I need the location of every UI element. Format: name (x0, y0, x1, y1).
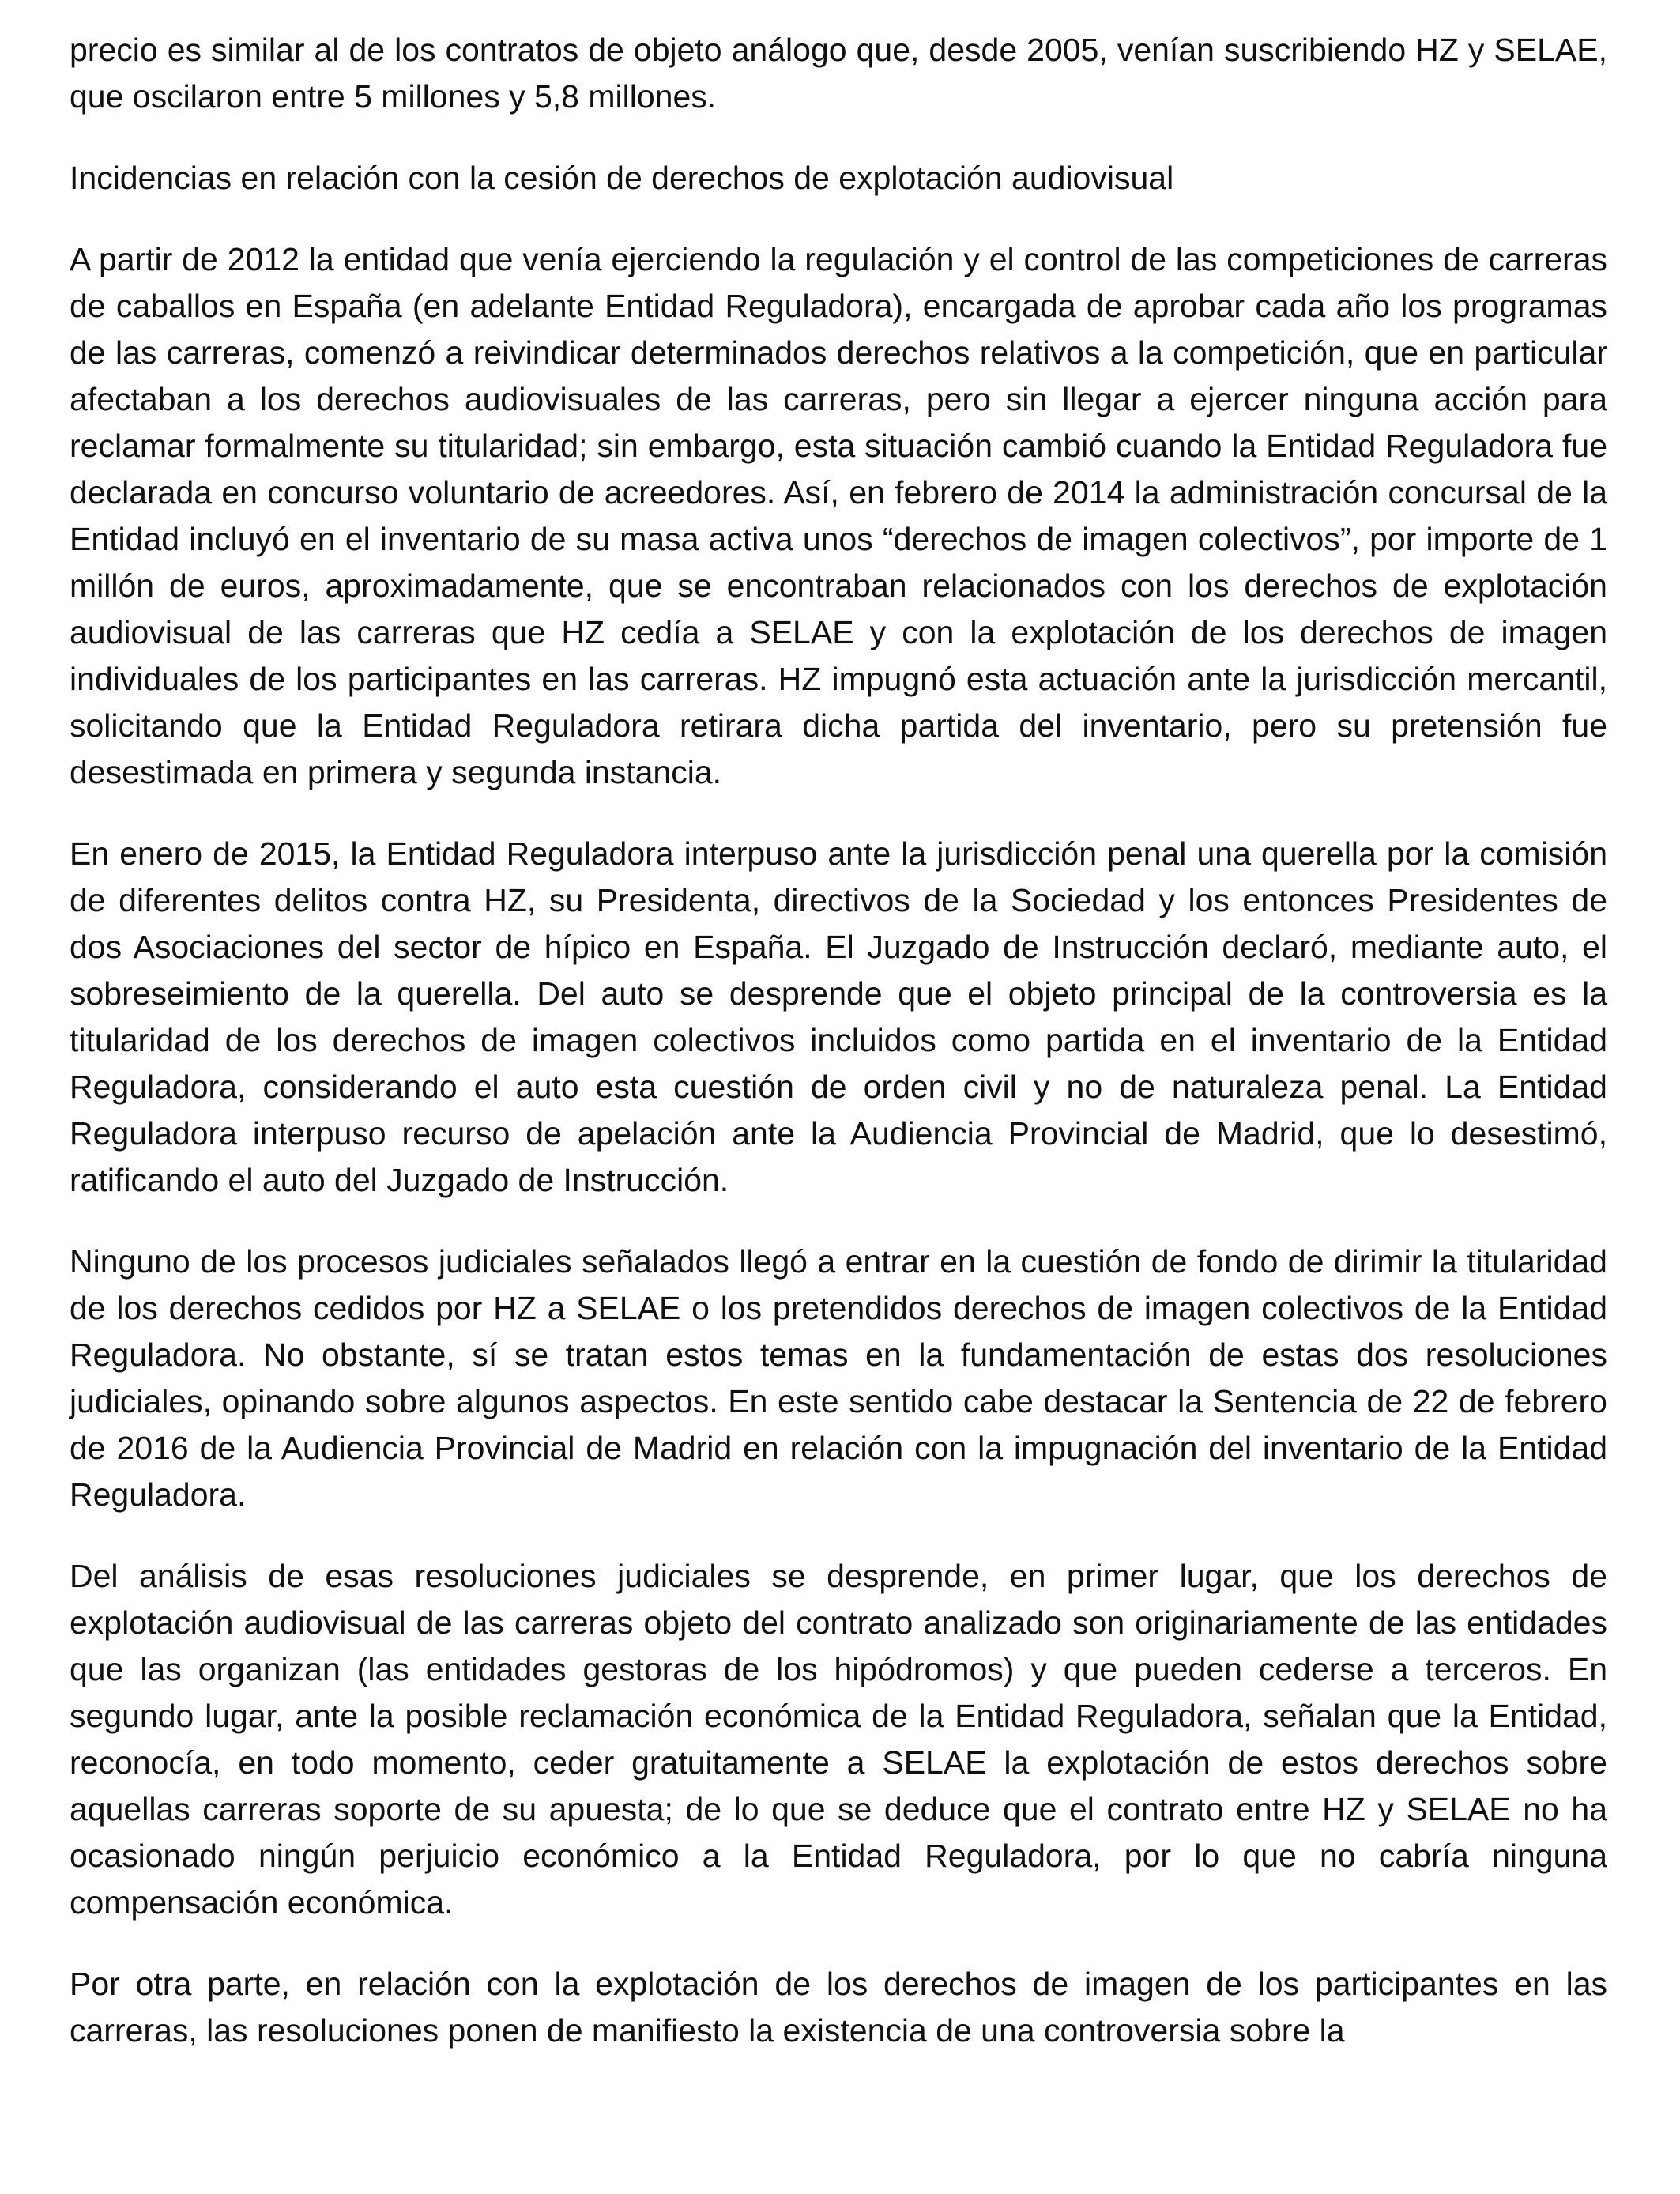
paragraph-judicial-processes: Ninguno de los procesos judiciales señalados llegó a entrar en la cuestión de fondo de dirimir la titularidad de los derechos cedidos por HZ a SELAE o los pretendidos derechos de imagen colectivos de la Entidad Reguladora. No obstante, sí se tratan estos temas en la fundamentación de estas dos resoluciones judiciales, opinando sobre algunos aspectos. En este sentido cabe destacar la Sentencia de 22 de febrero de 2016 de la Audiencia Provincial de Madrid en relación con la impugnación del inventario de la Entidad Reguladora. (70, 1243, 1607, 1513)
paragraph-image-rights: Por otra parte, en relación con la explotación de los derechos de imagen de los participantes en las carreras, las resoluciones ponen de manifiesto la existencia de una controversia sobre la (70, 1966, 1607, 2049)
section-heading: Incidencias en relación con la cesión de derechos de explotación audiovisual (70, 160, 1174, 196)
paragraph-criminal-complaint: En enero de 2015, la Entidad Reguladora interpuso ante la jurisdicción penal una querella por la comisión de diferentes delitos contra HZ, su Presidenta, directivos de la Sociedad y los entonces Presidentes de dos Asociaciones del sector de hípico en España. El Juzgado de Instrucción declaró, mediante auto, el sobreseimiento de la querella. Del auto se desprende que el objeto principal de la controversia es la titularidad de los derechos de imagen colectivos incluidos como partida en el inventario de la Entidad Reguladora, considerando el auto esta cuestión de orden civil y no de naturaleza penal. La Entidad Reguladora interpuso recurso de apelación ante la Audiencia Provincial de Madrid, que lo desestimó, ratificando el auto del Juzgado de Instrucción. (70, 835, 1607, 1198)
paragraph-analysis-resolutions: Del análisis de esas resoluciones judiciales se desprende, en primer lugar, que los derechos de explotación audiovisual de las carreras objeto del contrato analizado son originariamente de las entidades que las organizan (las entidades gestoras de los hipódromos) y que pueden cederse a terceros. En segundo lugar, ante la posible reclamación económica de la Entidad Reguladora, señalan que la Entidad, reconocía, en todo momento, ceder gratuitamente a SELAE la explotación de estos derechos sobre aquellas carreras soporte de su apuesta; de lo que se deduce que el contrato entre HZ y SELAE no ha ocasionado ningún perjuicio económico a la Entidad Reguladora, por lo que no cabría ninguna compensación económica. (70, 1558, 1607, 1921)
opening-paragraph: precio es similar al de los contratos de objeto análogo que, desde 2005, venían suscribiendo HZ y SELAE, que oscilaron entre 5 millones y 5,8 millones. (70, 32, 1607, 115)
document-page (70, 27, 1607, 2054)
paragraph-regulatory-claims: A partir de 2012 la entidad que venía ejerciendo la regulación y el control de las competiciones de carreras de caballos en España (en adelante Entidad Reguladora), encargada de aprobar cada año los programas de las carreras, comenzó a reivindicar determinados derechos relativos a la competición, que en particular afectaban a los derechos audiovisuales de las carreras, pero sin llegar a ejercer ninguna acción para reclamar formalmente su titularidad; sin embargo, esta situación cambió cuando la Entidad Reguladora fue declarada en concurso voluntario de acreedores. Así, en febrero de 2014 la administración concursal de la Entidad incluyó en el inventario de su masa activa unos “derechos de imagen colectivos”, por importe de 1 millón de euros, aproximadamente, que se encontraban relacionados con los derechos de explotación audiovisual de las carreras que HZ cedía a SELAE y con la explotación de los derechos de imagen individuales de los participantes en las carreras. HZ impugnó esta actuación ante la jurisdicción mercantil, solicitando que la Entidad Reguladora retirara dicha partida del inventario, pero su pretensión fue desestimada en primera y segunda instancia. (70, 241, 1607, 790)
